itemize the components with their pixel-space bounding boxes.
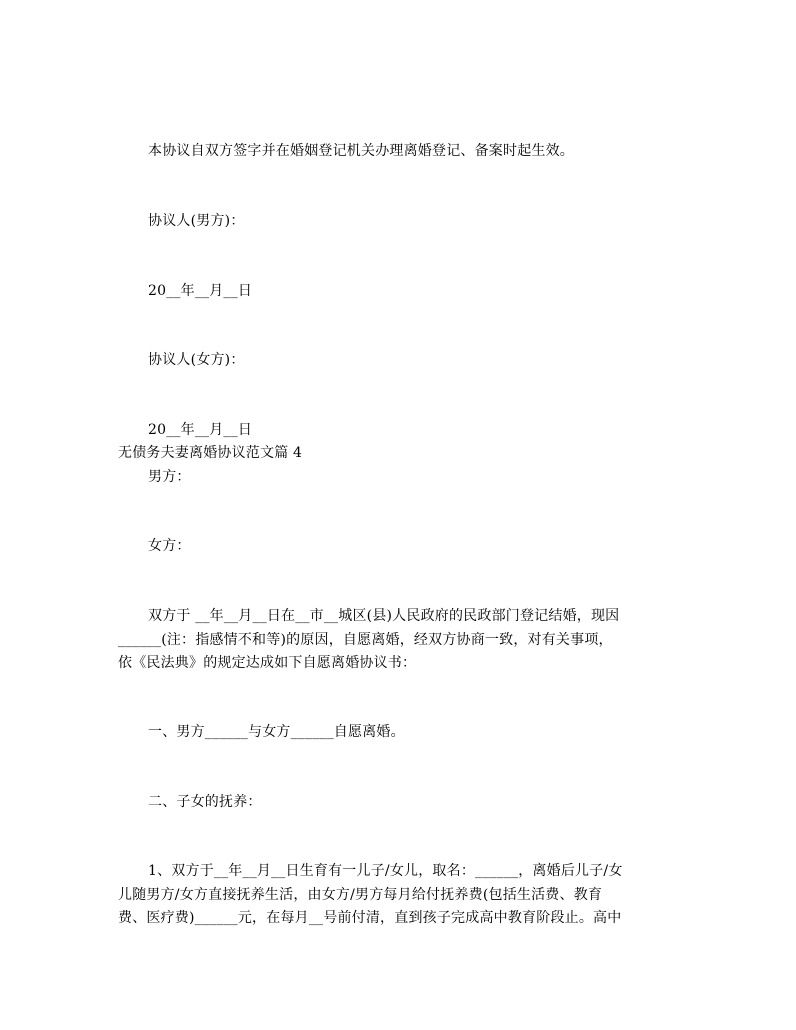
intro-line-2: ______(注：指感情不和等)的原因，自愿离婚，经双方协商一致，对有关事项， [118, 632, 613, 648]
clause-one: 一、男方______与女方______自愿离婚。 [148, 724, 405, 740]
party-female-label: 协议人(女方)： [148, 352, 245, 368]
date-line-female: 20__年__月__日 [148, 422, 253, 438]
female-label: 女方： [148, 538, 191, 554]
child-support-line-3: 费、医疗费)______元，在每月__号前付清，直到孩子完成高中教育阶段止。高中 [118, 910, 622, 926]
section-title: 无债务夫妻离婚协议范文篇 4 [118, 445, 303, 461]
clause-two-heading: 二、子女的抚养： [148, 794, 262, 810]
male-label: 男方： [148, 469, 191, 485]
date-line-male: 20__年__月__日 [148, 283, 253, 299]
intro-line-1: 双方于 __年__月__日在__市__城区(县)人民政府的民政部门登记结婚，现因 [148, 608, 620, 624]
party-male-label: 协议人(男方)： [148, 213, 245, 229]
effective-clause: 本协议自双方签字并在婚姻登记机关办理离婚登记、备案时起生效。 [148, 143, 574, 159]
intro-line-3: 依《民法典》的规定达成如下自愿离婚协议书： [118, 655, 417, 671]
child-support-line-1: 1、双方于__年__月__日生育有一儿子/女儿，取名：______，离婚后儿子/女 [148, 863, 623, 879]
child-support-line-2: 儿随男方/女方直接抚养生活，由女方/男方每月给付抚养费(包括生活费、教育 [118, 887, 603, 903]
